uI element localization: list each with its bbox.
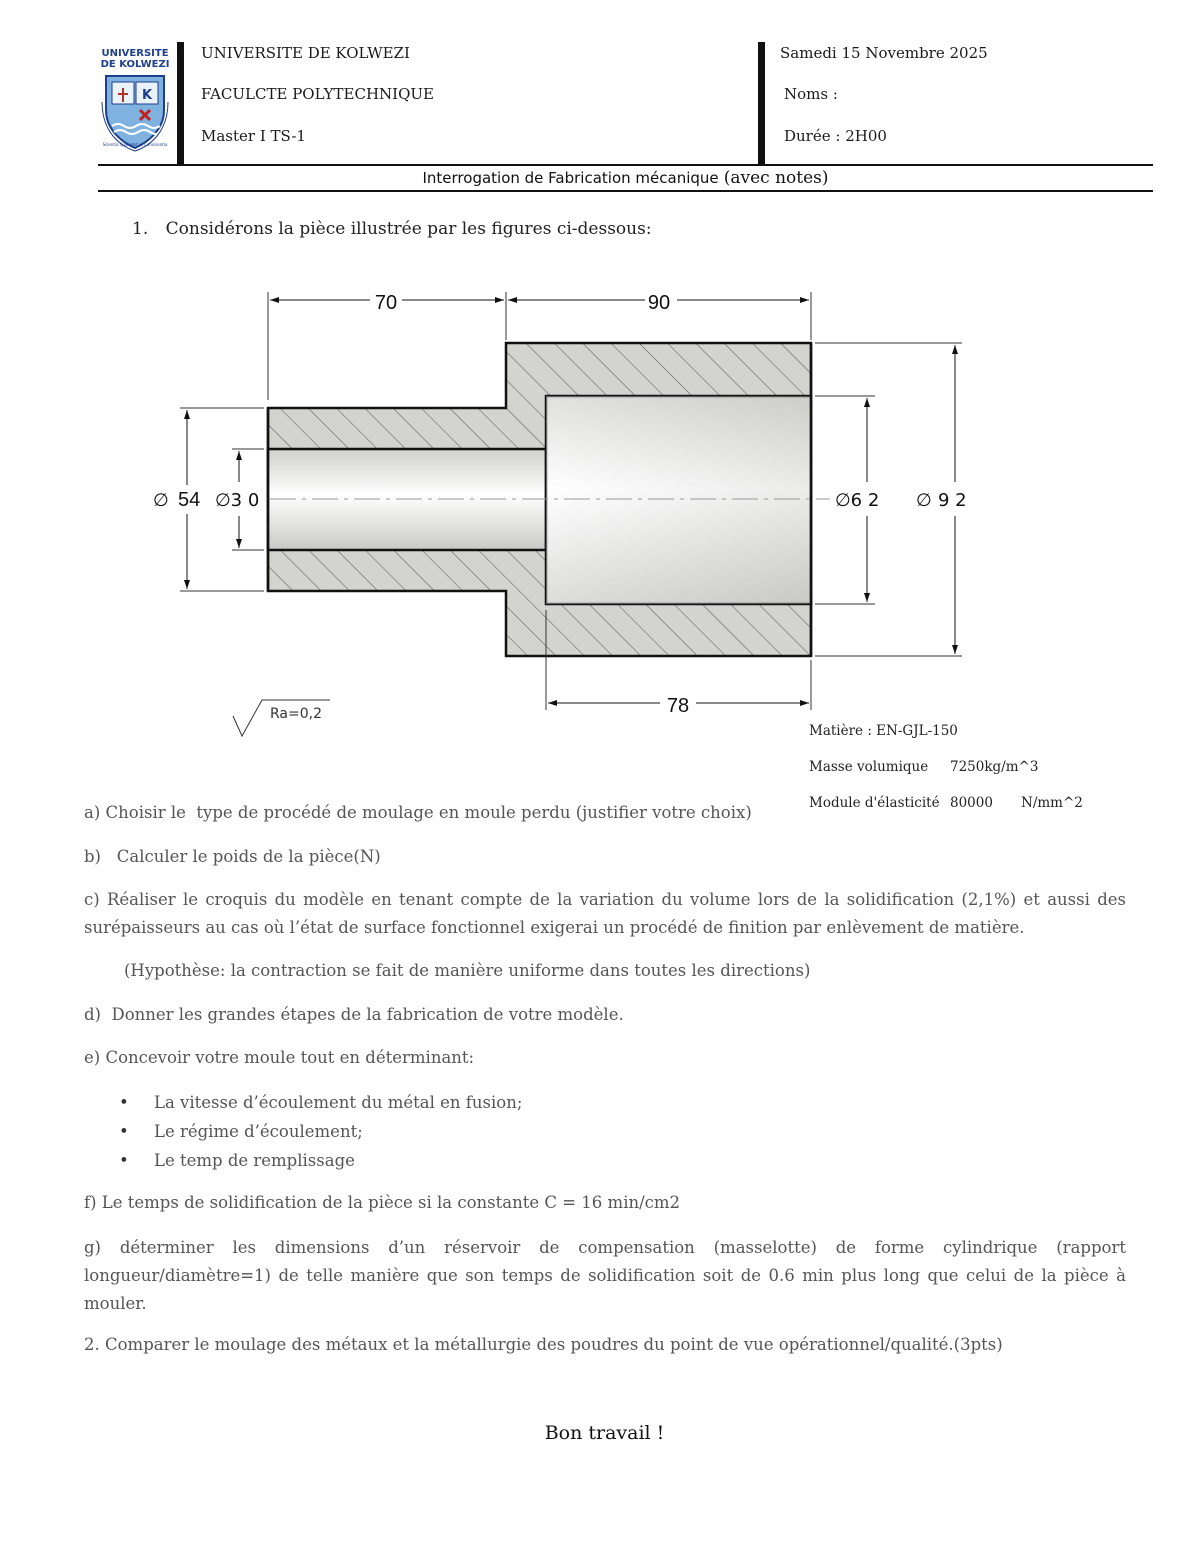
density-value: 7250kg/m^3 bbox=[950, 759, 1039, 775]
names-field: Noms : bbox=[784, 85, 838, 103]
faculty-name: FACULCTE POLYTECHNIQUE bbox=[201, 85, 434, 103]
exam-date: Samedi 15 Novembre 2025 bbox=[780, 44, 988, 62]
dia-30: ∅3 0 bbox=[215, 490, 260, 511]
shield-icon bbox=[98, 72, 172, 152]
logo-text-line1: UNIVERSITE bbox=[101, 48, 169, 59]
question-d: d) Donner les grandes étapes de la fabrication de votre modèle. bbox=[84, 1005, 624, 1024]
logo-motto: Scientia Splendet et Conscientia bbox=[102, 142, 168, 147]
list-item: • Le régime d’écoulement; bbox=[84, 1118, 784, 1147]
closing-message: Bon travail ! bbox=[544, 1422, 665, 1444]
svg-text:K: K bbox=[141, 88, 153, 103]
roughness-symbol bbox=[233, 700, 330, 736]
dia-54-value: 54 bbox=[178, 489, 201, 511]
exam-title bbox=[98, 166, 1153, 190]
question-1-text: Considérons la pièce illustrée par les figures ci-dessous: bbox=[165, 219, 652, 239]
list-item: • Le temp de remplissage bbox=[84, 1147, 784, 1176]
question-e: e) Concevoir votre moule tout en déterminant: bbox=[84, 1048, 475, 1067]
dia-92-value: 9 2 bbox=[938, 490, 967, 511]
question-1-number: 1. bbox=[132, 219, 149, 239]
question-g: g) déterminer les dimensions d’un réservoir de compensation (masselotte) de forme cylindrique (rapport longueur/diamètre=1) de telle manière que son temps de solidification soit de 0.6 min plus long que celui de la pièce à mouler. bbox=[84, 1238, 1126, 1313]
question-1-intro bbox=[132, 215, 652, 243]
dia-54-symbol: ∅ bbox=[153, 490, 169, 511]
question-2: 2. Comparer le moulage des métaux et la métallurgie des poudres du point de vue opérationnel/qualité.(3pts) bbox=[84, 1335, 1003, 1354]
question-e-list bbox=[84, 1089, 784, 1176]
exam-title-main: Interrogation de Fabrication mécanique bbox=[422, 169, 719, 187]
dim-78: 78 bbox=[666, 695, 690, 717]
dia-62: ∅6 2 bbox=[835, 490, 880, 511]
question-c-hypothesis: (Hypothèse: la contraction se fait de manière uniforme dans toutes les directions) bbox=[124, 961, 811, 980]
technical-drawing bbox=[0, 270, 1200, 830]
density-label: Masse volumique bbox=[809, 759, 929, 775]
dim-90: 90 bbox=[647, 292, 671, 314]
class-level: Master I TS-1 bbox=[201, 127, 306, 145]
modulus-value: 80000 bbox=[950, 795, 993, 811]
dim-70: 70 bbox=[374, 292, 398, 314]
modulus-unit: N/mm^2 bbox=[1021, 795, 1083, 811]
dia-92-symbol: ∅ bbox=[916, 490, 932, 511]
question-b: b) Calculer le poids de la pièce(N) bbox=[84, 847, 381, 866]
logo-text-line2: DE KOLWEZI bbox=[100, 59, 170, 70]
material-grade: Matière : EN-GJL-150 bbox=[809, 723, 958, 739]
question-f: f) Le temps de solidification de la pièce si la constante C = 16 min/cm2 bbox=[84, 1193, 681, 1212]
header-rule-bottom bbox=[98, 190, 1153, 192]
roughness-value: Ra=0,2 bbox=[270, 706, 322, 722]
university-logo bbox=[98, 48, 172, 152]
question-a: a) Choisir le type de procédé de moulage en moule perdu (justifier votre choix) bbox=[84, 803, 752, 822]
header-left-divider bbox=[177, 42, 184, 164]
question-c: c) Réaliser le croquis du modèle en tenant compte de la variation du volume lors de la solidification (2,1%) et aussi des surépaisseurs au cas où l’état de surface fonctionnel exigerai un procédé de finition par enlèvement de matière. bbox=[84, 890, 1126, 937]
university-name: UNIVERSITE DE KOLWEZI bbox=[201, 44, 410, 62]
modulus-label: Module d'élasticité bbox=[809, 795, 940, 811]
header-right-divider bbox=[758, 42, 765, 164]
list-item: • La vitesse d’écoulement du métal en fusion; bbox=[84, 1089, 784, 1118]
exam-duration: Durée : 2H00 bbox=[784, 127, 887, 145]
exam-title-note: (avec notes) bbox=[723, 168, 829, 188]
